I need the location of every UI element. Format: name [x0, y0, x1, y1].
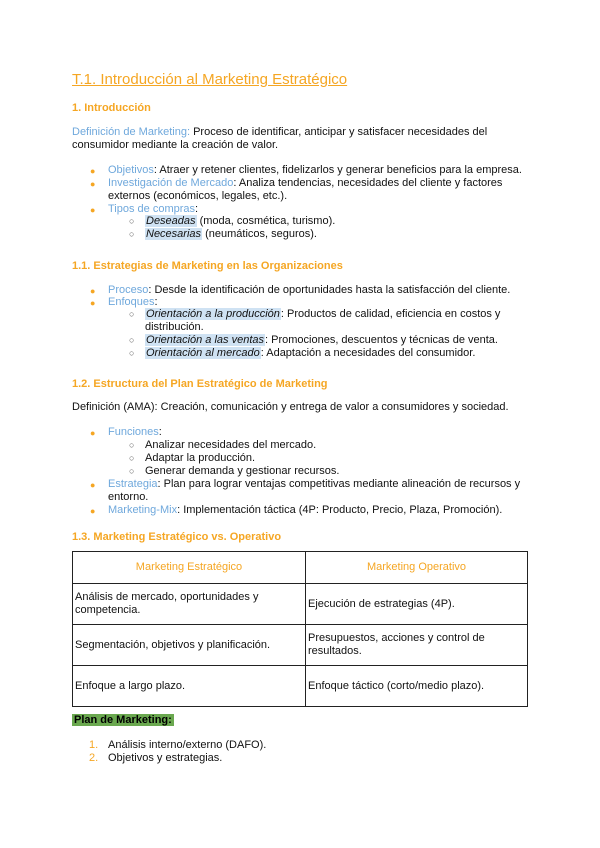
list-item-orientacion-produccion — [145, 308, 500, 321]
tipos-colon: : — [195, 203, 199, 215]
table-cell: Enfoque táctico (corto/medio plazo). — [306, 666, 528, 707]
list-item-objetivos — [108, 164, 522, 177]
sub-bullet-icon: ○ — [129, 335, 135, 345]
table-cell: Presupuestos, acciones y control de resultados. — [306, 625, 528, 666]
investigacion-text-2: externos (económicos, legales, etc.). — [108, 190, 288, 202]
enfoques-colon: : — [154, 296, 158, 308]
table-cell: Análisis de mercado, oportunidades y competencia. — [73, 584, 306, 625]
ventas-label: Orientación a las ventas — [146, 334, 265, 346]
estrategia-label: Estrategia — [108, 478, 158, 490]
list-item-marketing-mix — [108, 504, 502, 517]
section-heading-estrategias: 1.1. Estrategias de Marketing en las Organizaciones — [72, 260, 343, 272]
mercado-text: : Adaptación a necesidades del consumidor. — [260, 347, 476, 359]
plan-item: Objetivos y estrategias. — [108, 752, 223, 764]
sub-bullet-icon: ○ — [129, 453, 135, 463]
column-header-estrategico: Marketing Estratégico — [73, 552, 306, 584]
produccion-text-1: : Productos de calidad, eficiencia en costos y — [280, 308, 501, 320]
bullet-icon: ● — [90, 428, 96, 438]
table-header-row — [73, 552, 528, 584]
section-heading-introduccion: 1. Introducción — [72, 102, 151, 114]
bullet-icon: ● — [90, 286, 96, 296]
mercado-label: Orientación al mercado — [146, 347, 260, 359]
definition-line — [72, 126, 487, 139]
list-item-estrategia — [108, 478, 520, 491]
funciones-label: Funciones — [108, 426, 159, 438]
funcion-item: Analizar necesidades del mercado. — [145, 439, 317, 451]
list-item-deseadas — [145, 215, 335, 228]
column-header-operativo: Marketing Operativo — [306, 552, 528, 584]
table-row — [73, 584, 528, 625]
list-item-funciones — [108, 426, 162, 439]
section-heading-comparativa: 1.3. Marketing Estratégico vs. Operativo — [72, 531, 282, 543]
objetivos-label: Objetivos — [108, 164, 154, 176]
ventas-text: : Promociones, descuentos y técnicas de venta. — [265, 334, 498, 346]
list-item-proceso — [108, 284, 510, 297]
deseadas-label: Deseadas — [146, 215, 196, 227]
plan-heading — [72, 714, 174, 727]
proceso-text: : Desde la identificación de oportunidades hasta la satisfacción del cliente. — [148, 284, 511, 296]
investigacion-text-1: : Analiza tendencias, necesidades del cliente y factores — [233, 177, 503, 189]
deseadas-text: (moda, cosmética, turismo). — [196, 215, 336, 227]
comparison-table — [72, 551, 528, 707]
sub-bullet-icon: ○ — [129, 229, 135, 239]
mix-text: : Implementación táctica (4P: Producto, Precio, Plaza, Promoción). — [177, 504, 503, 516]
necesarias-label: Necesarias — [146, 228, 202, 240]
plan-heading-label: Plan de Marketing: — [74, 714, 172, 726]
sub-bullet-icon: ○ — [129, 216, 135, 226]
bullet-icon: ● — [90, 205, 96, 215]
sub-bullet-icon: ○ — [129, 348, 135, 358]
list-item-orientacion-ventas — [145, 334, 498, 347]
ama-definition: Definición (AMA): Creación, comunicación y entrega de valor a consumidores y sociedad. — [72, 401, 509, 413]
bullet-icon: ● — [90, 166, 96, 176]
plan-item: Análisis interno/externo (DAFO). — [108, 739, 267, 751]
table-cell: Ejecución de estrategias (4P). — [306, 584, 528, 625]
definition-text-2: consumidor mediante la creación de valor. — [72, 139, 279, 151]
list-item-investigacion — [108, 177, 502, 190]
objetivos-text: : Atraer y retener clientes, fidelizarlos y generar beneficios para la empresa. — [153, 164, 522, 176]
bullet-icon: ● — [90, 298, 96, 308]
produccion-label: Orientación a la producción — [146, 308, 280, 320]
list-item-orientacion-mercado — [145, 347, 475, 360]
page-title: T.1. Introducción al Marketing Estratégico — [72, 71, 348, 88]
produccion-text-2: distribución. — [145, 321, 204, 333]
list-number: 1. — [89, 739, 99, 751]
sub-bullet-icon: ○ — [129, 440, 135, 450]
list-number: 2. — [89, 752, 99, 764]
bullet-icon: ● — [90, 506, 96, 516]
bullet-icon: ● — [90, 179, 96, 189]
section-heading-estructura: 1.2. Estructura del Plan Estratégico de Marketing — [72, 378, 328, 390]
funciones-colon: : — [158, 426, 162, 438]
estrategia-text-2: entorno. — [108, 491, 149, 503]
necesarias-text: (neumáticos, seguros). — [202, 228, 317, 240]
sub-bullet-icon: ○ — [129, 309, 135, 319]
table-row — [73, 625, 528, 666]
definition-label: Definición de Marketing: — [72, 126, 191, 138]
list-item-necesarias — [145, 228, 317, 241]
enfoques-label: Enfoques — [108, 296, 155, 308]
investigacion-label: Investigación de Mercado — [108, 177, 234, 189]
table-cell: Enfoque a largo plazo. — [73, 666, 306, 707]
sub-bullet-icon: ○ — [129, 466, 135, 476]
table-cell: Segmentación, objetivos y planificación. — [73, 625, 306, 666]
proceso-label: Proceso — [108, 284, 149, 296]
definition-text-1: Proceso de identificar, anticipar y satisfacer necesidades del — [190, 126, 488, 138]
funcion-item: Adaptar la producción. — [145, 452, 256, 464]
estrategia-text-1: : Plan para lograr ventajas competitivas mediante alineación de recursos y — [157, 478, 521, 490]
bullet-icon: ● — [90, 480, 96, 490]
tipos-label: Tipos de compras — [108, 203, 196, 215]
funcion-item: Generar demanda y gestionar recursos. — [145, 465, 340, 477]
mix-label: Marketing-Mix — [108, 504, 178, 516]
table-row — [73, 666, 528, 707]
